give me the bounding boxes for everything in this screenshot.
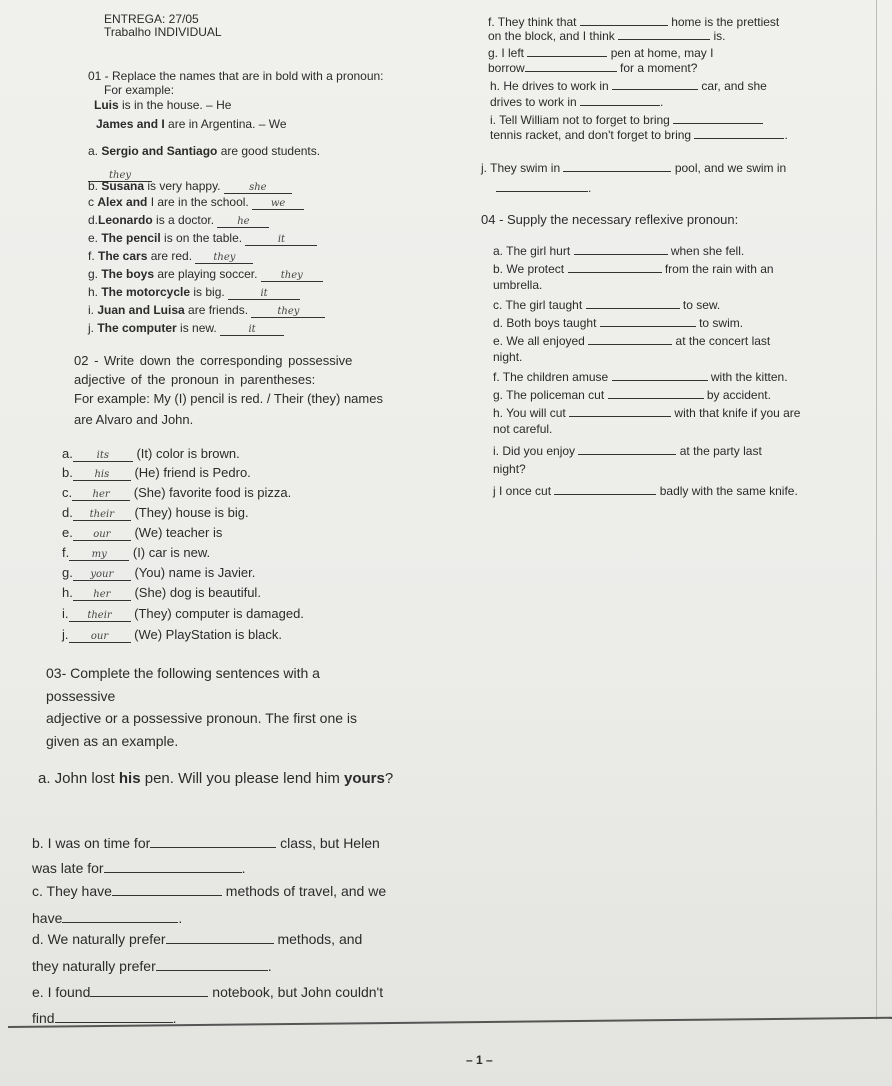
ex1-example-1: Luis is in the house. – He (94, 98, 232, 112)
ex1-item-a: a. Sergio and Santiago are good students. (88, 144, 321, 158)
ex4-item-f: f. The children amuse with the kitten. (493, 370, 788, 384)
ex4-item-e: e. We all enjoyed at the concert last (493, 334, 771, 348)
ex3-title-3: adjective or a possessive pronoun. The first one is (46, 710, 358, 726)
ex1-item-e: e. The pencil is on the table. it (88, 232, 317, 246)
ex3-title-4: given as an example. (46, 733, 179, 749)
ex3-item-i-2: tennis racket, and don't forget to bring . (490, 128, 788, 142)
ex1-answer-a: they (88, 166, 152, 182)
ex2-title-1: 02 - Write down the corresponding possessive (74, 353, 353, 368)
ex3-item-h-2: drives to work in . (490, 95, 664, 109)
ex2-item-g: g. your (You) name is Javier. (62, 565, 256, 580)
ex1-item-b: b. Susana is very happy. she (88, 180, 292, 194)
ex3-item-j-1: j. They swim in pool, and we swim in (481, 161, 787, 175)
ex3-item-f-1: f. They think that home is the prettiest (488, 15, 780, 29)
ex1-title: 01 - Replace the names that are in bold with a pronoun: (88, 69, 384, 83)
ex2-item-a: a. its (It) color is brown. (62, 446, 240, 461)
ex1-example-2: James and I are in Argentina. – We (96, 117, 287, 131)
ex4-item-e-2: night. (493, 350, 523, 364)
ex1-item-c: c Alex and I are in the school. we (88, 196, 304, 210)
ex2-item-h: h. her (She) dog is beautiful. (62, 585, 261, 600)
delivery-date: ENTREGA: 27/05 (104, 12, 199, 26)
ex3-title-2: possessive (46, 688, 116, 704)
ex4-item-d: d. Both boys taught to swim. (493, 316, 744, 330)
ex4-item-h: h. You will cut with that knife if you are (493, 406, 801, 420)
ex3-item-f-2: on the block, and I think is. (488, 29, 726, 43)
ex2-item-f: f. my (I) car is new. (62, 545, 211, 560)
ex2-example-2: are Alvaro and John. (74, 412, 194, 427)
ex3-item-d-2: they naturally prefer . (32, 958, 272, 974)
ex3-item-g-2: borrow for a moment? (488, 61, 698, 75)
ex1-item-f: f. The cars are red. they (88, 250, 253, 264)
ex3-item-g-1: g. I left pen at home, may I (488, 46, 714, 60)
ex4-item-a: a. The girl hurt when she fell. (493, 244, 745, 258)
ex3-item-c-2: have . (32, 910, 183, 926)
ex2-example-1: For example: My (I) pencil is red. / Their (they) names (74, 391, 383, 406)
ex3-example: a. John lost his pen. Will you please lend him yours? (38, 770, 394, 787)
ex3-item-e-2: find . (32, 1010, 177, 1026)
ex4-item-b-2: umbrella. (493, 278, 543, 292)
ex2-title-2: adjective of the pronoun in parentheses: (74, 372, 316, 387)
ex1-item-j: j. The computer is new. it (88, 322, 284, 336)
ex1-example-label: For example: (104, 83, 175, 97)
page-edge-line (876, 0, 877, 1020)
ex2-item-c: c. her (She) favorite food is pizza. (62, 485, 292, 500)
ex3-item-j-2: . (496, 180, 591, 194)
ex4-title: 04 - Supply the necessary reflexive pronoun: (481, 212, 739, 227)
page-number: – 1 – (466, 1053, 493, 1067)
ex4-item-i: i. Did you enjoy at the party last (493, 444, 762, 458)
ex2-item-i: i. their (They) computer is damaged. (62, 606, 304, 621)
ex4-item-j: j I once cut badly with the same knife. (493, 484, 798, 498)
ex3-title-1: 03- Complete the following sentences with a (46, 665, 320, 681)
ex1-item-i: i. Juan and Luisa are friends. they (88, 304, 325, 318)
ex4-item-g: g. The policeman cut by accident. (493, 388, 771, 402)
ex2-item-e: e. our (We) teacher is (62, 525, 223, 540)
ex4-item-c: c. The girl taught to sew. (493, 298, 721, 312)
ex3-item-i-1: i. Tell William not to forget to bring (490, 112, 763, 126)
ex3-item-h-1: h. He drives to work in car, and she (490, 79, 767, 93)
ex2-item-j: j. our (We) PlayStation is black. (62, 627, 282, 642)
ex1-item-d: d.Leonardo is a doctor. he (88, 214, 269, 228)
ex2-item-d: d. their (They) house is big. (62, 505, 249, 520)
ex3-item-d-1: d. We naturally prefer methods, and (32, 931, 363, 947)
ex4-item-h-2: not careful. (493, 422, 553, 436)
ex1-item-h: h. The motorcycle is big. it (88, 286, 300, 300)
ex4-item-b: b. We protect from the rain with an (493, 262, 774, 276)
ex3-item-c-1: c. They have methods of travel, and we (32, 883, 387, 899)
ex2-item-b: b. his (He) friend is Pedro. (62, 465, 251, 480)
ex3-item-e-1: e. I found notebook, but John couldn't (32, 984, 384, 1000)
ex1-item-g: g. The boys are playing soccer. they (88, 268, 323, 282)
work-mode: Trabalho INDIVIDUAL (104, 25, 222, 39)
ex3-item-b-1: b. I was on time for class, but Helen (32, 835, 380, 851)
ex4-item-i-2: night? (493, 462, 526, 476)
ex3-item-b-2: was late for . (32, 860, 246, 876)
